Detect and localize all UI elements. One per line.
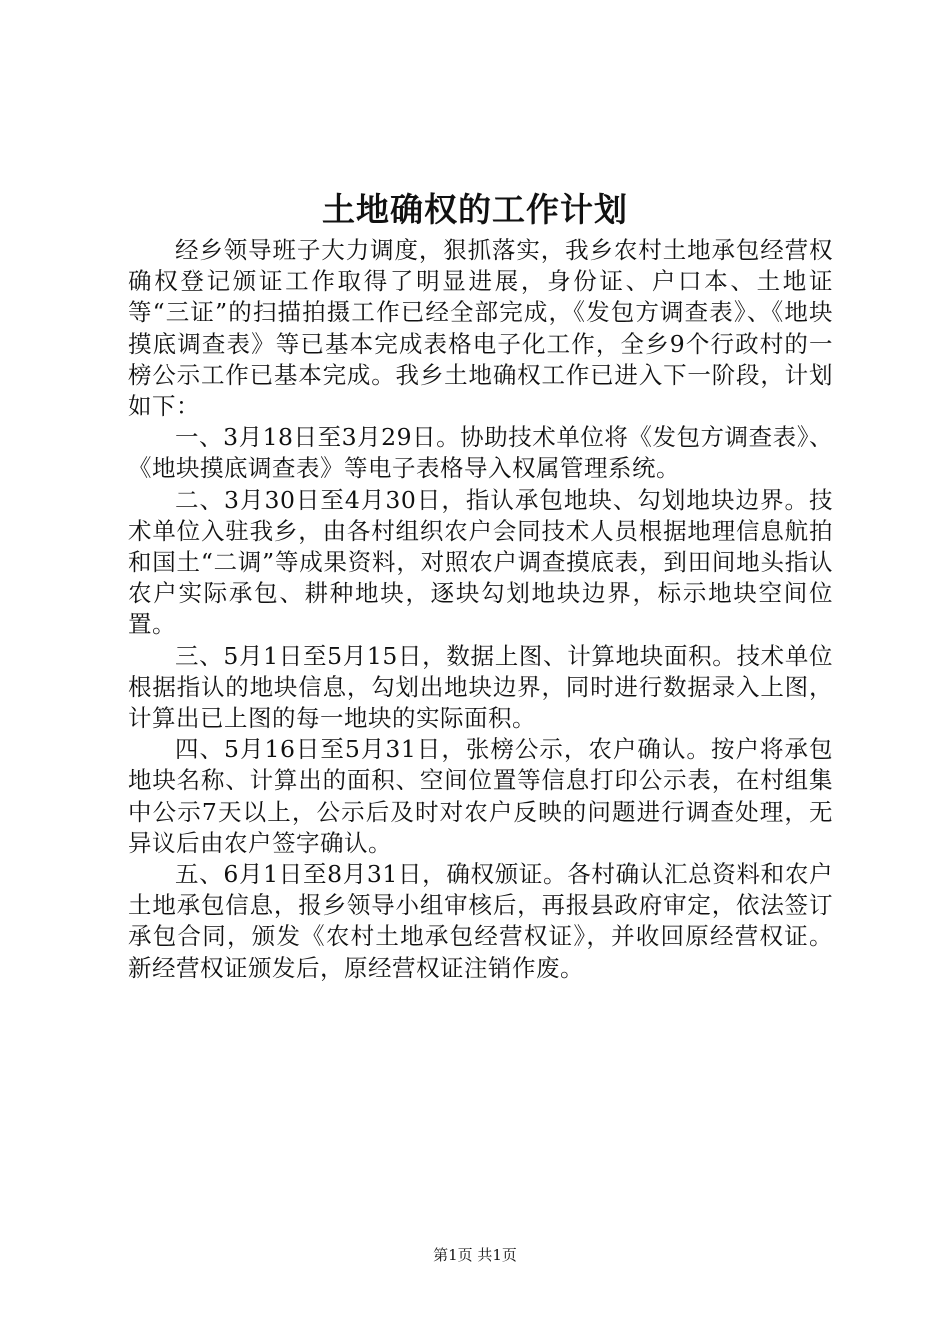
paragraph-step-1: 一、3月18日至3月29日。协助技术单位将《发包方调查表》、《地块摸底调查表》等电子表格导入权属管理系统。 (128, 423, 833, 483)
paragraph-step-2: 二、3月30日至4月30日，指认承包地块、勾划地块边界。技术单位入驻我乡，由各村组织农户会同技术人员根据地理信息航拍和国土“二调”等成果资料，对照农户调查摸底表，到田间地头指认农户实际承包、耕种地块，逐块勾划地块边界，标示地块空间位置。 (128, 485, 833, 639)
paragraph-intro: 经乡领导班子大力调度，狠抓落实，我乡农村土地承包经营权确权登记颁证工作取得了明显进展，身份证、户口本、土地证等“三证”的扫描拍摄工作已经全部完成，《发包方调查表》、《地块摸底调查表》等已基本完成表格电子化工作，全乡9个行政村的一榜公示工作已基本完成。我乡土地确权工作已进入下一阶段，计划如下： (128, 236, 833, 421)
paragraph-step-3: 三、5月1日至5月15日，数据上图、计算地块面积。技术单位根据指认的地块信息，勾划出地块边界，同时进行数据录入上图，计算出已上图的每一地块的实际面积。 (128, 641, 833, 733)
page-footer: 第1页 共1页 (433, 1246, 517, 1264)
paragraph-step-4: 四、5月16日至5月31日，张榜公示，农户确认。按户将承包地块名称、计算出的面积、空间位置等信息打印公示表，在村组集中公示7天以上，公示后及时对农户反映的问题进行调查处理，无异议后由农户签字确认。 (128, 735, 833, 857)
document-title: 土地确权的工作计划 (322, 190, 628, 229)
paragraph-step-5: 五、6月1日至8月31日，确权颁证。各村确认汇总资料和农户土地承包信息，报乡领导小组审核后，再报县政府审定，依法签订承包合同，颁发《农村土地承包经营权证》，并收回原经营权证。新经营权证颁发后，原经营权证注销作废。 (128, 860, 833, 982)
document-body (128, 235, 833, 984)
